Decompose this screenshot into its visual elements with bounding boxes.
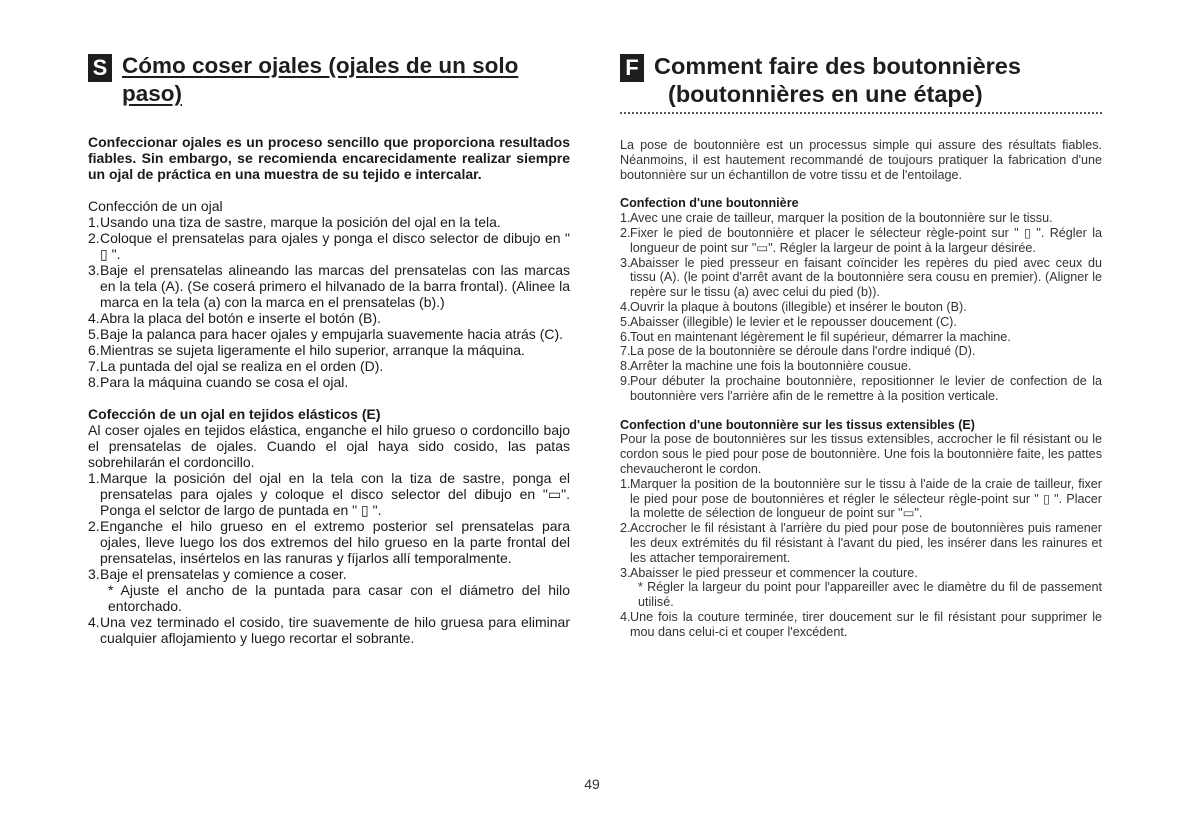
list-item: 3. Abaisser le pied presseur et commencer la couture. * Régler la largeur du point pour l'appareiller avec le diamètre du fil de passement utilisé. [620, 565, 1102, 610]
french-title-line1: Comment faire des boutonnières [654, 53, 1021, 79]
list-item: 3. Abaisser le pied presseur en faisant coïncider les repères du pied avec ceux du tissu (A). (le point d'arrêt avant de la boutonnière sera cousu en premier). (Aligner le repère sur le tissu (a) avec celui du pied (b)). [620, 255, 1102, 300]
french-section [620, 52, 1102, 640]
spanish-section [88, 52, 570, 646]
french-title-line2: (boutonnières en une étape) [668, 81, 983, 107]
spanish-section1-steps [88, 214, 570, 390]
list-item: 1. Usando una tiza de sastre, marque la posición del ojal en la tela. [88, 214, 501, 230]
list-item: 2. Fixer le pied de boutonnière et placer le sélecteur règle-point sur " ▯ ". Régler la longueur de point sur "▭". Régler la largeur de point à la largeur désirée. [620, 225, 1102, 255]
note: * Régler la largeur du point pour l'appareiller avec le diamètre du fil de passement utilisé. [638, 580, 1102, 610]
spanish-section2-intro: Al coser ojales en tejidos elástica, enganche el hilo grueso o cordoncillo bajo el prensatelas de ojales. Cuando el ojal haya sido cosido, las patas sobrehilarán el cordoncillo. [88, 422, 570, 470]
spanish-intro: Confeccionar ojales es un proceso sencillo que proporciona resultados fiables. Sin embargo, se recomienda encarecidamente realizar siempre un ojal de práctica en una muestra de su tejido e intercalar. [88, 134, 570, 182]
list-item: 2. Enganche el hilo grueso en el extremo posterior sel prensatelas para ojales, lleve luego los dos extremos del hilo grueso en la parte frontal del prensatelas, insértelos en las ranuras y fíjarlos allí temporalmente. [88, 518, 570, 566]
list-item: 1. Avec une craie de tailleur, marquer la position de la boutonnière sur le tissu. [620, 211, 1053, 226]
list-item: 3. Baje el prensatelas y comience a coser. * Ajuste el ancho de la puntada para casar con el diámetro del hilo entorchado. [88, 566, 570, 614]
list-item: 1. Marquer la position de la boutonnière sur le tissu à l'aide de la craie de tailleur, fixer le pied pour pose de boutonnières et régler le sélecteur règle-point sur " ▯ ". Placer la molette de sélection de longueur de point sur "▭". [620, 476, 1102, 521]
list-item: 3. Baje el prensatelas alineando las marcas del prensatelas con las marcas en la tela (A). (Se coserá primero el hilvanado de la barra frontal). (Alinee la marca en la tela (a) con la marca en el prensatelas (b).) [88, 262, 570, 310]
french-section1-heading: Confection d'une boutonnière [620, 196, 799, 211]
list-item: 4. Una vez terminado el cosido, tire suavemente de hilo gruesa para eliminar cualquier aflojamiento y luego recortar el sobrante. [88, 614, 570, 646]
list-item: 6. Tout en maintenant légèrement le fil supérieur, démarrer la machine. [620, 329, 1011, 344]
french-section2-heading: Confection d'une boutonnière sur les tissus extensibles (E) [620, 417, 975, 432]
list-item: 2. Accrocher le fil résistant à l'arrière du pied pour pose de boutonnières puis ramener les deux extrémités du fil résistant à l'avant du pied, les insérer dans les rainures et les attacher temporairement. [620, 521, 1102, 565]
language-badge-spanish: S [88, 54, 112, 82]
list-item: 8. Arrêter la machine une fois la boutonnière cousue. [620, 359, 912, 374]
spanish-title: Cómo coser ojales (ojales de un solo paso) [122, 53, 519, 106]
list-item: 8. Para la máquina cuando se cosa el ojal. [88, 374, 349, 390]
title-divider [620, 112, 1102, 114]
list-item: 7. La puntada del ojal se realiza en el orden (D). [88, 358, 384, 374]
french-section2-intro: Pour la pose de boutonnières sur les tissus extensibles, accrocher le fil résistant ou le cordon sous le pied pour pose de boutonnière. Une fois la boutonnière faite, les pattes chevaucheront le cordon. [620, 432, 1102, 476]
french-section1-steps [620, 211, 1102, 403]
language-badge-french: F [620, 54, 644, 82]
list-item: 1. Marque la posición del ojal en la tela con la tiza de sastre, ponga el prensatelas para ojales y coloque el disco selector del dibujo en "▭". Ponga el selctor de largo de puntada en " ▯ ". [88, 470, 570, 518]
french-intro: La pose de boutonnière est un processus simple qui assure des résultats fiables. Néanmoins, il est hautement recommandé de toujours pratiquer la fabrication d'une boutonnière sur un échantillon de votre tissu et de l'entoilage. [620, 138, 1102, 182]
note: * Ajuste el ancho de la puntada para casar con el diámetro del hilo entorchado. [108, 582, 570, 614]
spanish-section2-heading: Cofección de un ojal en tejidos elásticos (E) [88, 406, 381, 422]
spanish-section2-steps [88, 470, 570, 646]
list-item: 5. Baje la palanca para hacer ojales y empujarla suavemente hacia atrás (C). [88, 326, 564, 342]
spanish-section1-heading: Confección de un ojal [88, 198, 223, 214]
list-item: 5. Abaisser (illegible) le levier et le repousser doucement (C). [620, 314, 957, 329]
list-item: 9. Pour débuter la prochaine boutonnière, repositionner le levier de confection de la boutonnière vers l'arrière afin de le remettre à la position verticale. [620, 373, 1102, 403]
french-title-row [620, 52, 1102, 108]
list-item: 4. Abra la placa del botón e inserte el botón (B). [88, 310, 381, 326]
list-item: 2. Coloque el prensatelas para ojales y ponga el disco selector de dibujo en " ▯ ". [88, 230, 570, 262]
list-item: 6. Mientras se sujeta ligeramente el hilo superior, arranque la máquina. [88, 342, 525, 358]
list-item: 4. Ouvrir la plaque à boutons (illegible) et insérer le bouton (B). [620, 299, 967, 314]
list-item: 7. La pose de la boutonnière se déroule dans l'ordre indiqué (D). [620, 344, 976, 359]
spanish-title-row [88, 52, 570, 108]
list-item: 4. Une fois la couture terminée, tirer doucement sur le fil résistant pour supprimer le mou dans celui-ci et couper l'excédent. [620, 609, 1102, 639]
page-number: 49 [584, 776, 600, 792]
french-section2-steps [620, 477, 1102, 640]
